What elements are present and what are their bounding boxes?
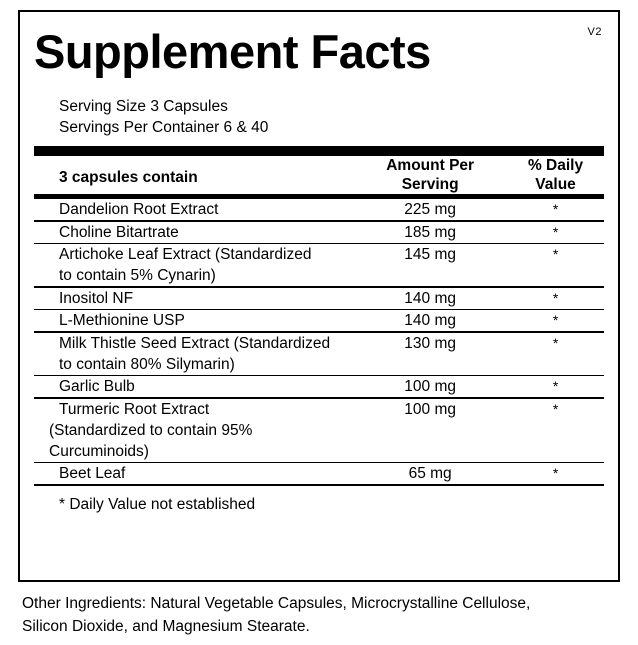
ingredient-daily-value: * <box>552 246 559 262</box>
ingredient-amount: 65 mg <box>408 465 452 482</box>
table-row <box>34 244 604 286</box>
ingredient-amount: 225 mg <box>404 201 456 218</box>
ingredient-name: Garlic Bulb <box>59 378 135 395</box>
ingredient-daily-value: * <box>552 334 559 351</box>
table-row <box>34 333 604 375</box>
table-row <box>34 199 604 220</box>
ingredient-amount: 140 mg <box>404 289 456 307</box>
ingredient-name <box>34 399 353 462</box>
other-ingredients <box>22 592 622 638</box>
serving-size: Serving Size 3 Capsules <box>59 98 228 115</box>
daily-value-footnote: * Daily Value not established <box>59 495 256 513</box>
facts-panel <box>18 10 620 582</box>
header-rule-thick <box>34 146 604 156</box>
ingredient-amount: 100 mg <box>404 378 456 395</box>
ingredient-name-line1: Artichoke Leaf Extract (Standardized <box>59 246 312 263</box>
column-header-daily-value <box>507 156 604 194</box>
column-header-dv-line1: % Daily <box>527 157 584 174</box>
ingredient-daily-value: * <box>552 400 559 417</box>
ingredient-table <box>34 199 604 486</box>
ingredient-name: Dandelion Root Extract <box>59 201 219 218</box>
ingredient-name-line2: (Standardized to contain 95% Curcuminoids) <box>49 421 253 460</box>
ingredient-amount: 140 mg <box>404 312 456 329</box>
ingredient-daily-value: * <box>552 312 559 328</box>
ingredient-name-line2: to contain 5% Cynarin) <box>59 267 216 284</box>
other-ingredients-line2: Silicon Dioxide, and Magnesium Stearate. <box>22 618 310 635</box>
ingredient-amount: 130 mg <box>404 334 456 352</box>
table-row <box>34 376 604 397</box>
table-row <box>34 399 604 462</box>
column-header-amount <box>353 156 507 194</box>
column-header-amount-line1: Amount Per <box>386 157 475 174</box>
table-row <box>34 222 604 243</box>
table-row <box>34 288 604 309</box>
ingredient-amount: 185 mg <box>404 223 456 241</box>
ingredient-name: Inositol NF <box>59 289 134 307</box>
ingredient-name <box>34 333 353 375</box>
ingredient-amount: 100 mg <box>404 400 456 418</box>
ingredient-daily-value: * <box>552 223 559 240</box>
title-block <box>34 22 604 84</box>
ingredient-daily-value: * <box>552 289 559 306</box>
ingredient-daily-value: * <box>552 201 559 217</box>
ingredient-name: Beet Leaf <box>59 465 126 482</box>
ingredient-name: L-Methionine USP <box>59 312 185 329</box>
column-header-name: 3 capsules contain <box>59 169 198 186</box>
serving-info <box>34 96 604 138</box>
ingredient-name: Choline Bitartrate <box>59 223 179 241</box>
ingredient-name-line1: Milk Thistle Seed Extract (Standardized <box>59 334 331 352</box>
servings-per-container: Servings Per Container 6 & 40 <box>59 119 269 136</box>
table-row <box>34 463 604 484</box>
ingredient-name-line1: Turmeric Root Extract <box>59 400 210 418</box>
other-ingredients-line1: Other Ingredients: Natural Vegetable Capsules, Microcrystalline Cellulose, <box>22 595 531 612</box>
ingredient-name-line2: to contain 80% Silymarin) <box>59 355 235 373</box>
ingredient-name <box>34 244 353 286</box>
table-row <box>34 310 604 331</box>
nutrition-table <box>34 156 604 194</box>
version-marker: V2 <box>587 26 602 38</box>
ingredient-daily-value: * <box>552 465 559 481</box>
column-header-dv-line2: Value <box>535 176 576 193</box>
column-header-amount-line2: Serving <box>401 176 459 193</box>
ingredient-amount: 145 mg <box>404 246 456 263</box>
ingredient-daily-value: * <box>552 378 559 394</box>
table-header-row <box>34 156 604 194</box>
page-title: Supplement Facts <box>34 25 431 78</box>
